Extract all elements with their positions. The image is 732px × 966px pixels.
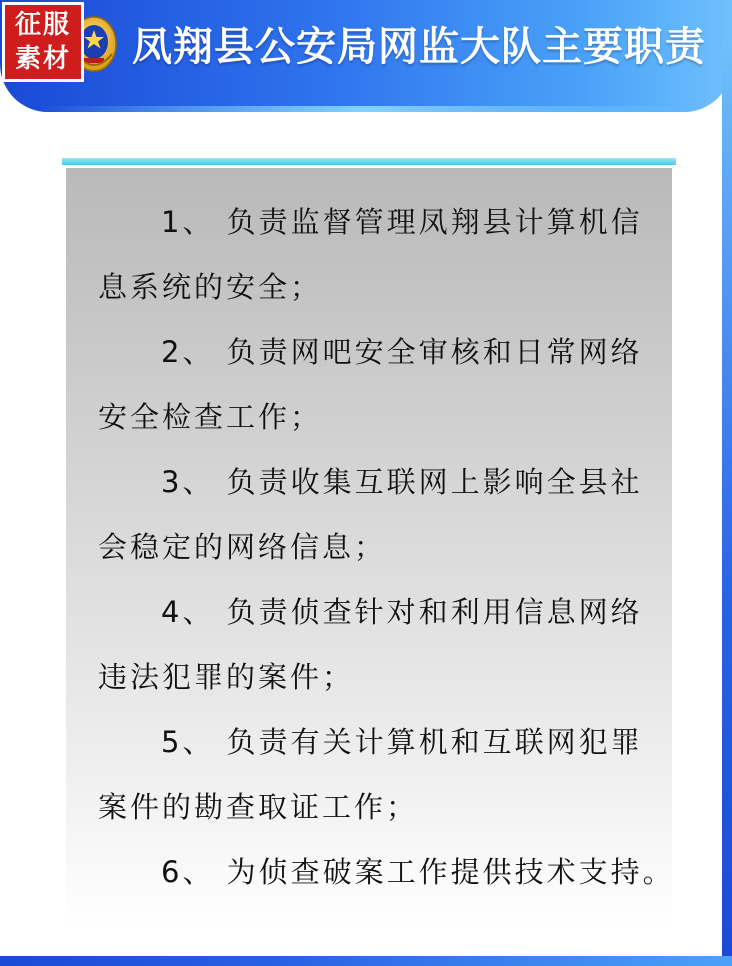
duty-6-line-1: 6、 为侦查破案工作提供技术支持。 (161, 855, 675, 889)
duty-2-line-1: 2、 负责网吧安全审核和日常网络 (161, 335, 643, 369)
duty-item-2 (98, 320, 648, 450)
duty-1-line-1: 1、 负责监督管理凤翔县计算机信 (161, 205, 643, 239)
duties-list (98, 190, 675, 905)
stamp-line-2: 素材 (14, 44, 71, 74)
duty-1-line-2: 息系统的安全； (98, 270, 323, 304)
duty-5-line-1: 5、 负责有关计算机和互联网犯罪 (161, 725, 643, 759)
right-border (722, 40, 732, 966)
duty-2-line-2: 安全检查工作； (98, 400, 323, 434)
bottom-border (0, 956, 732, 966)
duty-item-3 (98, 450, 648, 580)
duty-3-line-1: 3、 负责收集互联网上影响全县社 (161, 465, 643, 499)
page-title: 凤翔县公安局网监大队主要职责 (132, 24, 706, 70)
duty-4-line-2: 违法犯罪的案件； (98, 660, 355, 694)
stamp-line-1: 征服 (14, 10, 71, 40)
duty-5-line-2: 案件的勘查取证工作； (98, 790, 419, 824)
duty-3-line-2: 会稳定的网络信息； (98, 530, 387, 564)
duty-item-6 (98, 840, 675, 905)
duty-item-4 (98, 580, 648, 710)
watermark-stamp (2, 2, 84, 82)
duty-4-line-1: 4、 负责侦查针对和利用信息网络 (161, 595, 643, 629)
duty-item-5 (98, 710, 648, 840)
duty-item-1 (98, 190, 648, 320)
title-divider (62, 158, 676, 165)
